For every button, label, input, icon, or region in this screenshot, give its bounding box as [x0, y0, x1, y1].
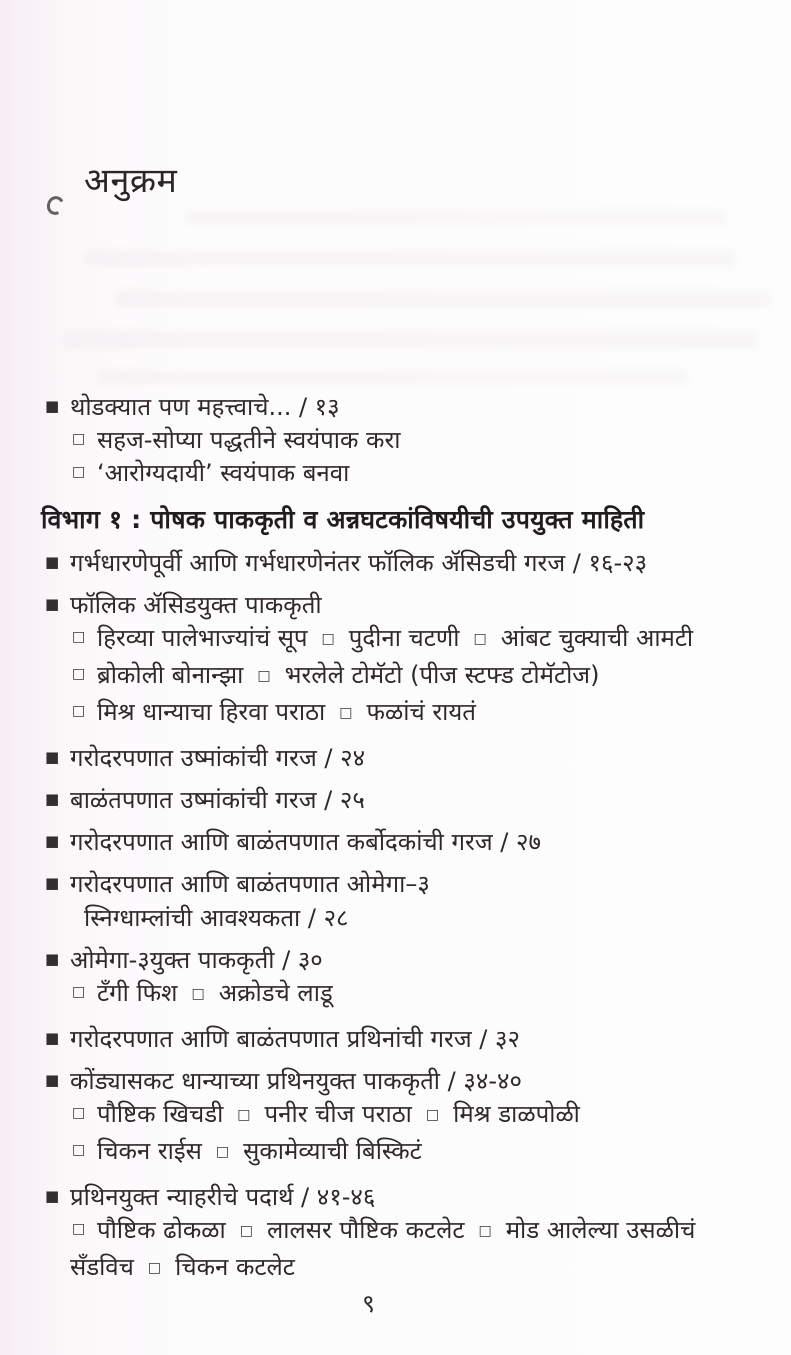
toc-sub-item — [0, 425, 791, 455]
toc-text: पौष्टिक ढोकळा — [97, 1216, 226, 1244]
toc-sub-item — [0, 1099, 791, 1133]
toc-text: गरोदरपणात आणि बाळंतपणात कर्बोदकांची गरज / २७ — [70, 828, 541, 856]
toc-sub-item — [0, 1215, 791, 1249]
toc-section-heading — [0, 504, 791, 536]
bleed-through-line — [85, 250, 735, 267]
toc-text: भरलेले टोमॅटो (पीज स्टफ्ड टोमॅटोज) — [284, 661, 600, 689]
toc-text: चिकन कटलेट — [175, 1253, 295, 1281]
filled-square-bullet-icon: ■ — [45, 950, 60, 968]
open-square-marker-icon: □ — [191, 986, 205, 1002]
open-square-marker-icon: □ — [339, 705, 353, 721]
toc-text: बाळंतपणात उष्मांकांची गरज / २५ — [70, 786, 365, 814]
toc-sub-continuation — [0, 1252, 791, 1286]
toc-text: चिकन राईस — [97, 1137, 202, 1165]
toc-text: थोडक्यात पण महत्त्वाचे... / १३ — [70, 393, 340, 421]
toc-entry — [0, 1066, 791, 1096]
toc-text: मोड आलेल्या उसळीचं — [505, 1216, 696, 1244]
toc-entry — [0, 590, 791, 620]
bleed-through-line — [185, 210, 725, 225]
open-square-marker-icon: □ — [239, 1223, 253, 1239]
toc-text: सहज-सोप्या पद्धतीने स्वयंपाक करा — [97, 426, 401, 454]
bleed-through-artifacts — [55, 198, 765, 408]
filled-square-bullet-icon: ■ — [45, 874, 60, 892]
open-square-marker-icon: □ — [72, 1142, 86, 1158]
toc-entry — [0, 945, 791, 975]
open-square-marker-icon: □ — [72, 703, 86, 719]
toc-text: मिश्र धान्याचा हिरवा पराठा — [97, 698, 326, 726]
toc-entry — [0, 827, 791, 857]
toc-text: गर्भधारणेपूर्वी आणि गर्भधारणेनंतर फॉलिक ॲसिडची गरज / १६-२३ — [70, 549, 648, 577]
toc-text: अक्रोडचे लाडू — [218, 979, 333, 1007]
toc-text: सुकामेव्याची बिस्किटं — [243, 1137, 422, 1165]
toc-list — [0, 380, 791, 1286]
open-square-marker-icon: □ — [72, 629, 86, 645]
page-number: ९ — [362, 1289, 376, 1318]
toc-entry — [0, 1182, 791, 1212]
open-square-marker-icon: □ — [72, 1105, 86, 1121]
toc-text: लालसर पौष्टिक कटलेट — [267, 1216, 465, 1244]
toc-text: ‘आरोग्यदायी’ स्वयंपाक बनवा — [97, 459, 350, 487]
open-square-marker-icon: □ — [72, 666, 86, 682]
toc-text: ब्रोकोली बोनान्झा — [97, 661, 244, 689]
open-square-marker-icon: □ — [72, 984, 86, 1000]
filled-square-bullet-icon: ■ — [45, 595, 60, 613]
open-square-marker-icon: □ — [72, 1221, 86, 1237]
filled-square-bullet-icon: ■ — [45, 790, 60, 808]
toc-text: फॉलिक ॲसिडयुक्त पाककृती — [70, 591, 322, 619]
toc-text: हिरव्या पालेभाज्यांचं सूप — [97, 624, 308, 652]
open-square-marker-icon: □ — [321, 631, 335, 647]
toc-text: गरोदरपणात उष्मांकांची गरज / २४ — [70, 744, 366, 772]
filled-square-bullet-icon: ■ — [45, 1029, 60, 1047]
toc-sub-item — [0, 623, 791, 657]
toc-entry-continuation — [0, 903, 791, 933]
toc-text: प्रथिनयुक्त न्याहरीचे पदार्थ / ४१-४६ — [70, 1183, 376, 1211]
toc-text: सँडविच — [70, 1253, 134, 1281]
toc-text: मिश्र डाळपोळी — [453, 1100, 580, 1128]
bleed-through-line — [115, 290, 770, 308]
open-square-marker-icon: □ — [237, 1107, 251, 1123]
toc-text: गरोदरपणात आणि बाळंतपणात प्रथिनांची गरज / ३२ — [70, 1025, 520, 1053]
toc-text: कोंड्यासकट धान्याच्या प्रथिनयुक्त पाककृती / ३४-४० — [70, 1067, 522, 1095]
toc-text: गरोदरपणात आणि बाळंतपणात ओमेगा–३ — [70, 870, 430, 898]
toc-text: ओमेगा-३युक्त पाककृती / ३० — [70, 946, 323, 974]
toc-sub-item — [0, 458, 791, 488]
filled-square-bullet-icon: ■ — [45, 1071, 60, 1089]
open-square-marker-icon: □ — [72, 431, 86, 447]
toc-sub-item — [0, 978, 791, 1012]
toc-sub-item — [0, 1136, 791, 1170]
filled-square-bullet-icon: ■ — [45, 553, 60, 571]
open-square-marker-icon: □ — [257, 668, 271, 684]
toc-entry — [0, 548, 791, 578]
toc-sub-item — [0, 697, 791, 731]
open-square-marker-icon: □ — [72, 464, 86, 480]
toc-text: पनीर चीज पराठा — [264, 1100, 412, 1128]
toc-entry — [0, 392, 791, 422]
open-square-marker-icon: □ — [215, 1144, 230, 1160]
toc-entry — [0, 785, 791, 815]
toc-text: आंबट चुक्याची आमटी — [500, 624, 694, 652]
toc-text: विभाग १ : पोषक पाककृती व अन्नघटकांविषयीची उपयुक्त माहिती — [41, 505, 645, 534]
toc-entry — [0, 1024, 791, 1054]
toc-text: फळांचं रायतं — [366, 698, 476, 726]
toc-entry — [0, 743, 791, 773]
open-square-marker-icon: □ — [473, 631, 487, 647]
filled-square-bullet-icon: ■ — [45, 397, 60, 415]
toc-text: पौष्टिक खिचडी — [97, 1100, 224, 1128]
open-square-marker-icon: □ — [147, 1260, 162, 1276]
toc-entry — [0, 869, 791, 899]
open-square-marker-icon: □ — [425, 1107, 440, 1123]
toc-text: टँगी फिश — [97, 979, 178, 1007]
bleed-through-line — [63, 330, 758, 349]
toc-sub-item — [0, 660, 791, 694]
toc-text: पुदीना चटणी — [348, 624, 460, 652]
page-title: अनुक्रम — [84, 161, 178, 201]
filled-square-bullet-icon: ■ — [45, 1187, 60, 1205]
filled-square-bullet-icon: ■ — [45, 832, 60, 850]
toc-text: स्निग्धाम्लांची आवश्यकता / २८ — [84, 904, 349, 932]
open-square-marker-icon: □ — [478, 1223, 492, 1239]
filled-square-bullet-icon: ■ — [45, 748, 60, 766]
